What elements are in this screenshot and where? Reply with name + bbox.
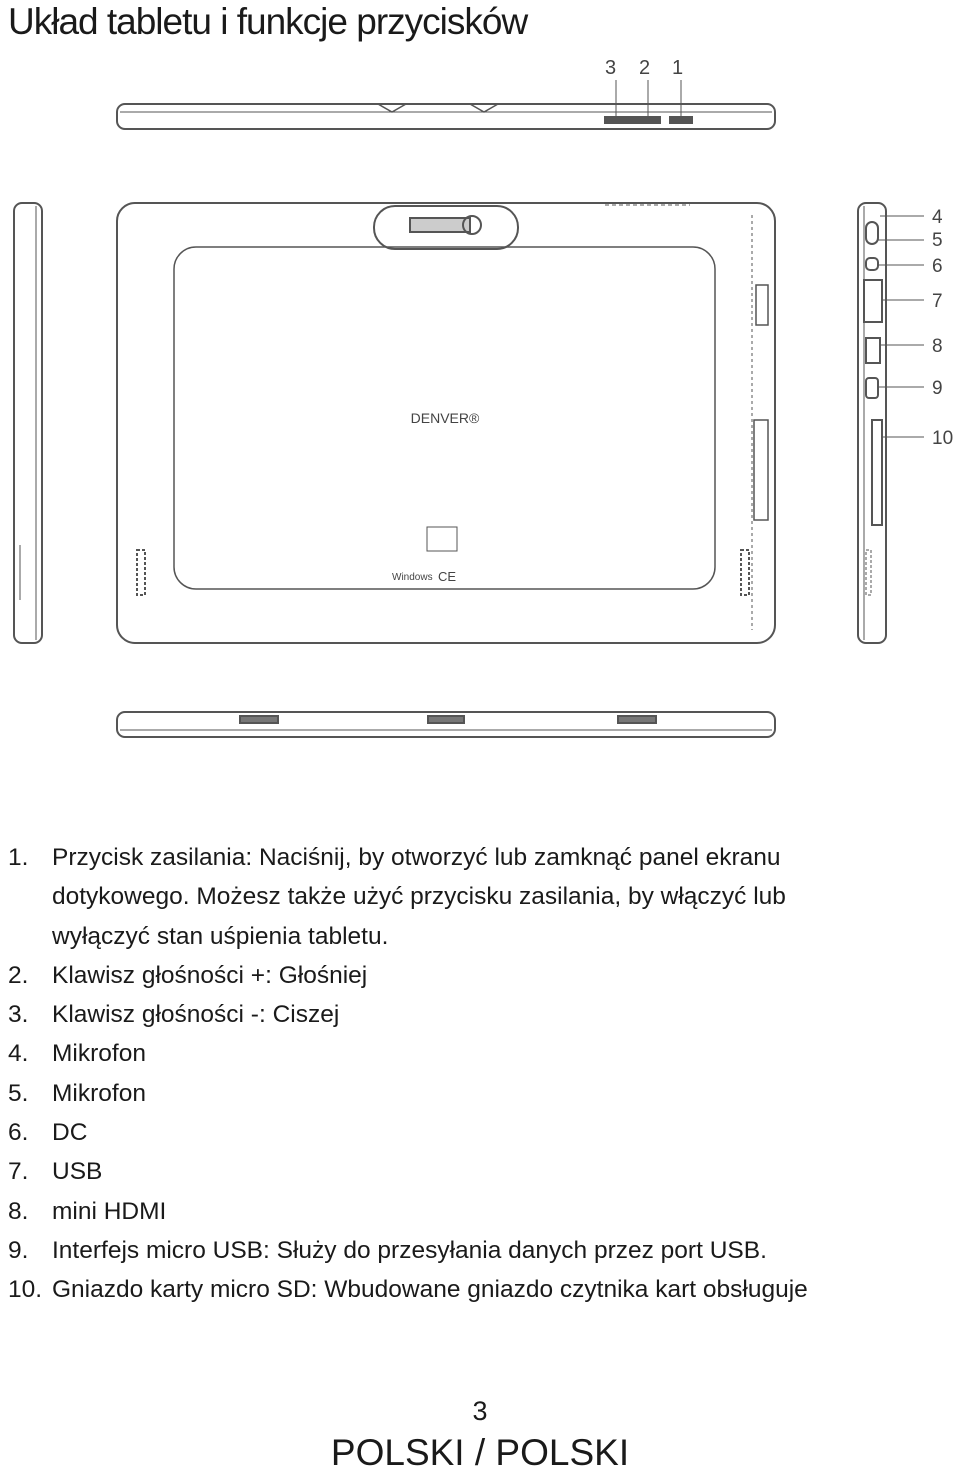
list-item: 6. DC [8,1119,88,1147]
left-speaker [137,550,145,595]
list-item: 5. Mikrofon [8,1079,146,1107]
list-item: 3. Klawisz głośności -: Ciszej [8,1001,340,1029]
list-item: 4. Mikrofon [8,1040,146,1068]
left-side-view [14,203,42,643]
usb-port [864,280,882,322]
dc-port [866,258,878,270]
power-button [670,117,692,123]
callout-6: 6 [932,256,943,277]
dock-connector-center [428,716,464,723]
callout-4: 4 [932,207,943,228]
brand-logo: DENVER® [410,410,480,426]
list-item: 7. USB [8,1158,103,1186]
callout-7: 7 [932,291,943,312]
micro-sd-slot [872,420,882,525]
right-side-view [858,203,924,643]
callout-5: 5 [932,230,943,251]
top-edge-view [117,80,775,129]
callout-2: 2 [639,57,651,79]
dock-connector-right [618,716,656,723]
bottom-edge-view [117,712,775,737]
list-item: 8. mini HDMI [8,1197,167,1225]
volume-rocker [605,117,660,123]
language-footer: POLSKI / POLSKI [330,1432,630,1473]
os-text: Windows [392,572,433,583]
callout-1: 1 [672,57,684,79]
callout-8: 8 [932,336,943,357]
list-item: 1. Przycisk zasilania: Naciśnij, by otworzyć lub zamknąć panel ekranu [8,844,781,871]
list-item-continuation: wyłączyć stan uśpienia tabletu. [52,922,389,950]
mic-port [866,222,878,244]
ce-mark: CE [438,569,457,584]
page-title: Układ tabletu i funkcje przycisków [8,1,528,42]
callout-10: 10 [932,428,954,449]
list-item: 9. Interfejs micro USB: Służy do przesyłania danych przez port USB. [8,1236,767,1264]
callout-3: 3 [605,57,617,79]
list-item: 2. Klawisz głośności +: Głośniej [8,961,368,989]
right-speaker [741,550,749,595]
list-item-continuation: dotykowego. Możesz także użyć przycisku zasilania, by włączyć lub [52,883,786,911]
page-number: 3 [472,1396,488,1426]
mini-hdmi-port [866,338,880,363]
micro-usb-port [866,378,878,398]
button-functions-list [0,838,960,1310]
list-item: 10. Gniazdo karty micro SD: Wbudowane gniazdo czytnika kart obsługuje [8,1276,808,1304]
tablet-layout-diagram [0,50,960,750]
callout-9: 9 [932,378,943,399]
dock-connector-left [240,716,278,723]
